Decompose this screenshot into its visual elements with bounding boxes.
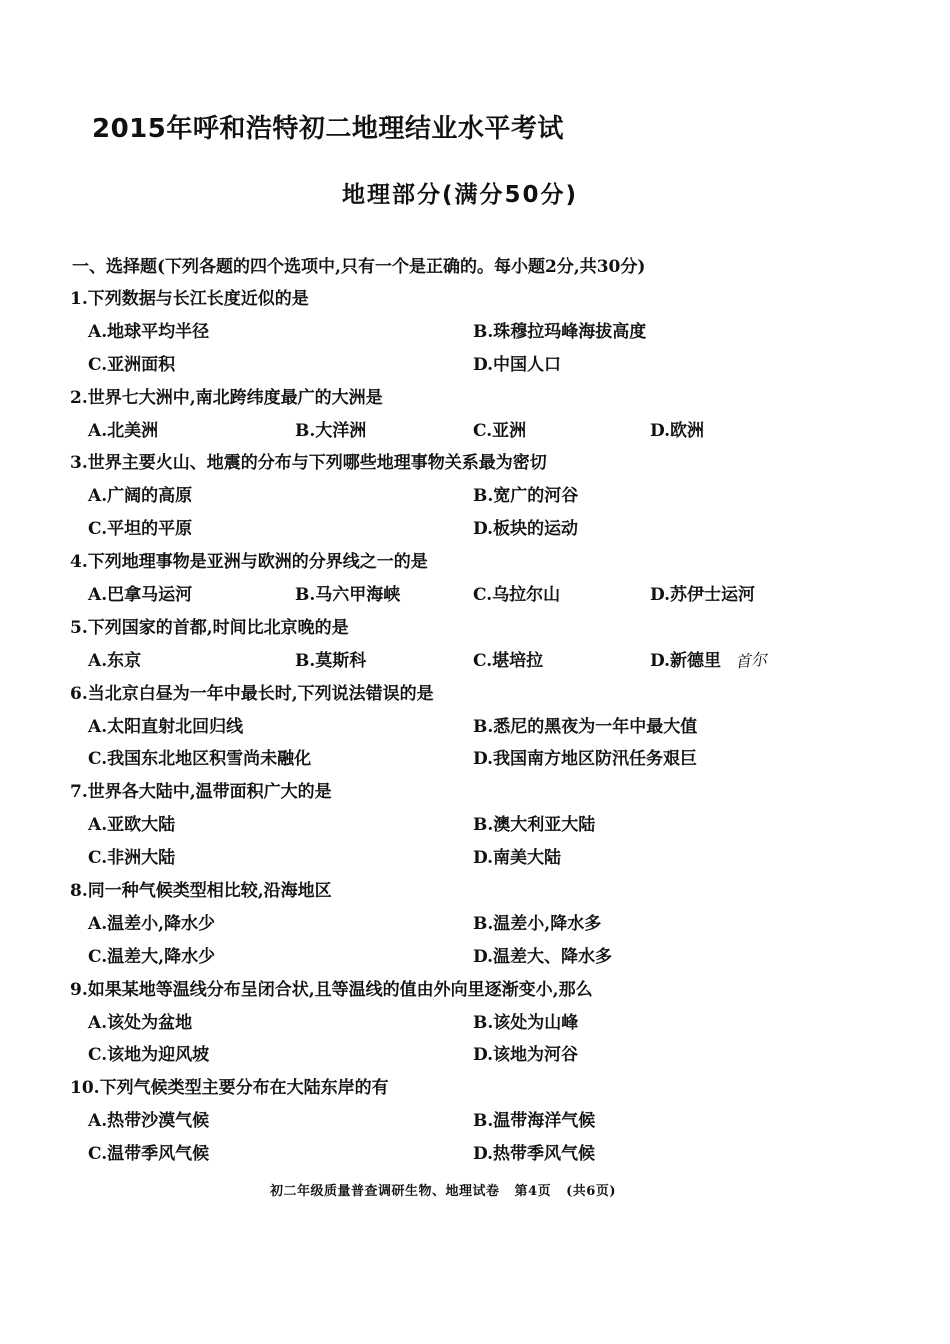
option-a: A.该处为盆地 <box>88 1012 193 1033</box>
option-b: B.温带海洋气候 <box>473 1111 596 1132</box>
document-title: 2015年呼和浩特初二地理结业水平考试 <box>92 114 564 144</box>
option-c: C.亚洲面积 <box>88 354 176 375</box>
question-list <box>70 283 890 1171</box>
footer-page-number: 第4页 <box>514 1184 552 1199</box>
option-c: C.我国东北地区积雪尚未融化 <box>88 749 312 770</box>
question-stem: 3.世界主要火山、地震的分布与下列哪些地理事物关系最为密切 <box>70 453 547 474</box>
option-c: C.平坦的平原 <box>88 519 193 540</box>
option-row <box>70 743 890 776</box>
question-stem: 7.世界各大陆中,温带面积广大的是 <box>70 782 332 803</box>
option-a: A.温差小,降水少 <box>88 913 216 934</box>
section-title: 地理部分(满分50分) <box>342 182 579 208</box>
section-instructions: 一、选择题(下列各题的四个选项中,只有一个是正确的。每小题2分,共30分) <box>72 257 646 277</box>
option-c: C.温带季风气候 <box>88 1144 210 1165</box>
option-a: A.太阳直射北回归线 <box>88 716 244 737</box>
option-row <box>70 842 890 875</box>
option-a: A.巴拿马运河 <box>88 585 193 606</box>
option-b: B.大洋洲 <box>295 420 367 441</box>
option-row <box>70 349 890 382</box>
question-stem: 8.同一种气候类型相比较,沿海地区 <box>70 881 332 902</box>
option-a: A.北美洲 <box>88 420 159 441</box>
option-d: D.欧洲 <box>650 420 705 441</box>
option-c: C.亚洲 <box>473 420 527 441</box>
option-d: D.苏伊士运河 <box>650 585 756 606</box>
option-a: A.亚欧大陆 <box>88 815 176 836</box>
option-b: B.珠穆拉玛峰海拔高度 <box>473 321 647 342</box>
option-b: B.该处为山峰 <box>473 1012 579 1033</box>
question-stem: 1.下列数据与长江长度近似的是 <box>70 289 309 309</box>
option-d: D.新德里 <box>650 650 722 671</box>
option-row <box>70 711 890 744</box>
option-b: B.悉尼的黑夜为一年中最大值 <box>473 716 698 737</box>
option-row <box>70 316 890 349</box>
option-b: B.马六甲海峡 <box>295 585 401 606</box>
option-a: A.广阔的高原 <box>88 486 193 507</box>
option-c: C.堪培拉 <box>473 650 544 671</box>
option-b: B.莫斯科 <box>295 650 367 671</box>
option-a: A.东京 <box>88 650 142 671</box>
option-row <box>70 941 890 974</box>
handwritten-note: 首尔 <box>734 649 768 672</box>
footer-total-pages: (共6页) <box>566 1184 616 1199</box>
option-row <box>70 809 890 842</box>
option-row <box>70 908 890 941</box>
option-c: C.乌拉尔山 <box>473 585 561 606</box>
question-stem: 9.如果某地等温线分布呈闭合状,且等温线的值由外向里逐渐变小,那么 <box>70 979 593 1000</box>
option-d: D.温差大、降水多 <box>473 946 613 967</box>
option-c: C.温差大,降水少 <box>88 946 216 967</box>
option-row <box>70 415 890 448</box>
option-c: C.该地为迎风坡 <box>88 1045 210 1066</box>
option-d: D.中国人口 <box>473 354 562 375</box>
option-row <box>70 645 890 678</box>
option-d: D.该地为河谷 <box>473 1045 579 1066</box>
option-c: C.非洲大陆 <box>88 848 176 869</box>
option-b: B.澳大利亚大陆 <box>473 815 596 836</box>
option-b: B.宽广的河谷 <box>473 486 579 507</box>
option-d-with-note <box>650 645 767 678</box>
option-a: A.热带沙漠气候 <box>88 1111 210 1132</box>
option-row <box>70 1138 890 1171</box>
question-stem: 2.世界七大洲中,南北跨纬度最广的大洲是 <box>70 387 383 408</box>
question-stem: 6.当北京白昼为一年中最长时,下列说法错误的是 <box>70 683 434 704</box>
option-b: B.温差小,降水多 <box>473 913 602 934</box>
option-row <box>70 1039 890 1072</box>
option-d: D.南美大陆 <box>473 848 562 869</box>
option-row <box>70 480 890 513</box>
option-row <box>70 1007 890 1040</box>
option-d: D.板块的运动 <box>473 519 579 540</box>
option-row <box>70 1105 890 1138</box>
footer-exam-name: 初二年级质量普查调研生物、地理试卷 <box>270 1184 500 1199</box>
option-d: D.热带季风气候 <box>473 1144 596 1165</box>
page-footer <box>270 1180 626 1199</box>
option-row <box>70 513 890 546</box>
question-stem: 10.下列气候类型主要分布在大陆东岸的有 <box>70 1078 389 1099</box>
option-a: A.地球平均半径 <box>88 321 210 342</box>
question-stem: 4.下列地理事物是亚洲与欧洲的分界线之一的是 <box>70 552 428 573</box>
question-stem: 5.下列国家的首都,时间比北京晚的是 <box>70 617 349 638</box>
option-d: D.我国南方地区防汛任务艰巨 <box>473 749 698 770</box>
option-row <box>70 579 890 612</box>
